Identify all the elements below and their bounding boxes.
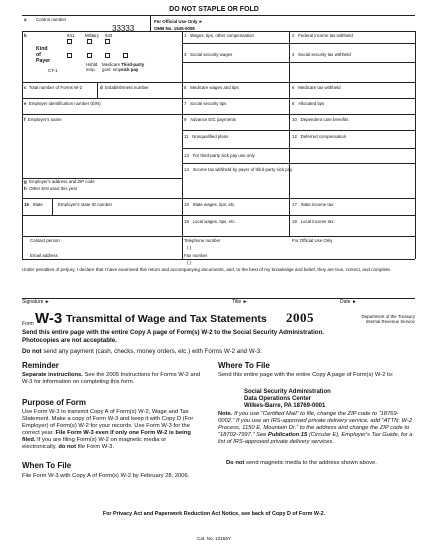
fax-parens: ( ) — [187, 260, 192, 265]
magnetic-media-note: Do not send magnetic media to the address shown above. — [226, 460, 377, 466]
e-field-label: e Employer identification number (EIN) — [24, 101, 101, 106]
box19-label: 19 Local income tax — [292, 219, 334, 224]
omb-number: OMB No. 1545-0008 — [154, 26, 195, 31]
box7-label: 7 Social security tips — [184, 101, 227, 106]
box13-label: 13 For third-party sick pay use only — [184, 153, 255, 158]
control-number-label: Control number — [36, 17, 67, 22]
b-label: b — [24, 33, 27, 38]
divider — [182, 163, 415, 164]
intro-line-2: Photocopies are not acceptable. — [22, 337, 117, 344]
tax-year: 2005 — [286, 310, 314, 325]
divider — [182, 130, 415, 131]
box12-label: 12 Deferred compensation — [292, 134, 347, 139]
divider — [22, 198, 415, 199]
divider — [289, 198, 290, 236]
purpose-text: Use Form W-3 to transmit Copy A of Form(s) W-2, Wage and Tax Statement. Make a copy of Form W-3 and keep it with Copy D (For Employer) of Form(s) W-2 for your records. Use Form W-3 for the correct year. File Form W-3 even if only one Form W-2 is being filed. If you are filing Form(s) W-2 on magnetic media or electronically, do not file Form W-3. — [22, 409, 194, 450]
form-title: Transmittal of Wage and Tax Statements — [66, 313, 267, 325]
where-to-file-text: Send this entire page with the entire Copy A page of Form(s) W-2 to: — [218, 372, 394, 378]
ssa-address: Social Security Administration Data Operations Center Wilkes-Barre, PA 18769-0001 — [244, 389, 331, 409]
divider — [52, 198, 53, 215]
divider — [22, 114, 415, 115]
divider — [22, 31, 415, 32]
where-to-file-heading: Where To File — [218, 361, 270, 370]
box4-label: 4 Social security tax withheld — [292, 52, 351, 57]
email-address-label: Email address — [30, 253, 58, 258]
box11-label: 11 Nonqualified plans — [184, 134, 229, 139]
h-field-label: h Other EIN used this year — [24, 186, 78, 191]
date-label: Date ► — [340, 299, 357, 305]
reminder-heading: Reminder — [22, 361, 59, 370]
col-military-label: Military — [85, 33, 99, 38]
intro-line-3: Do not send any payment (cash, checks, money orders, etc.) with Forms W-2 and W-3. — [22, 348, 262, 355]
divider — [22, 82, 415, 83]
divider — [22, 215, 415, 216]
c-field-label: c Total number of Forms W-2 — [24, 85, 83, 90]
divider — [182, 148, 415, 149]
telephone-parens: ( ) — [187, 245, 192, 250]
box14-label: 14 Income tax withheld by payer of third-party sick pay — [184, 167, 293, 172]
col-hshld-label: Hshld. emp. — [86, 62, 99, 72]
divider — [182, 62, 415, 63]
purpose-heading: Purpose of Form — [22, 398, 87, 407]
form-word: Form — [22, 321, 34, 327]
center-divider — [182, 31, 183, 259]
box3-label: 3 Social security wages — [184, 52, 233, 57]
left-border — [22, 31, 23, 259]
control-number-value[interactable]: 33333 — [112, 24, 135, 33]
col-medicare-label: Medicare govt. emp. — [102, 62, 123, 72]
top-border — [22, 15, 415, 16]
official-use-label-2: For Official Use Only — [292, 238, 333, 243]
intro-line-1: Send this entire page with the entire Copy A page of Form(s) W-2 to the Social Security Administration. — [22, 329, 325, 336]
box6-label: 6 Medicare tax withheld — [292, 85, 341, 90]
reminder-text: Separate instructions. See the 2005 Instructions for Forms W-2 and W-3 for information on completing this form. — [22, 372, 201, 385]
f-field-label: f Employer's name — [24, 117, 62, 122]
divider — [97, 82, 98, 98]
box9-label: 9 Advance EIC payments — [184, 117, 237, 122]
divider — [150, 15, 151, 31]
divider — [22, 259, 415, 260]
catalog-number: Cat. No. 10159Y — [197, 536, 231, 541]
box16-label: 16 State wages, tips, etc. — [184, 202, 236, 207]
department-label: Department of the Treasury Internal Revenue Service — [361, 314, 415, 325]
penalty-statement: Under penalties of perjury, I declare that I have examined this return and accompanying documents, and, to the best of my knowledge and belief, they are true, correct, and complete. — [22, 267, 392, 272]
checkbox-military[interactable] — [87, 39, 92, 44]
box8-label: 8 Allocated tips — [292, 101, 325, 106]
divider — [182, 43, 415, 44]
box1-label: 1 Wages, tips, other compensation — [184, 33, 254, 38]
col-third-party-label: Third-party sick pay — [121, 62, 145, 72]
official-use-label: For Official Use Only ► — [154, 19, 203, 24]
box10-label: 10 Dependent care benefits — [292, 117, 349, 122]
right-border — [415, 31, 416, 259]
divider — [22, 236, 415, 237]
kind-of-payer-label: Kind of Payer — [36, 46, 51, 64]
checkbox-third-party[interactable] — [123, 53, 128, 58]
do-not-staple-notice: DO NOT STAPLE OR FOLD — [169, 6, 259, 13]
col-ct1-label: CT-1 — [48, 68, 58, 73]
fax-label: Fax number — [184, 253, 208, 258]
when-to-file-text: File Form W-3 with Copy A of Form(s) W-2 by February 28, 2006. — [22, 473, 190, 479]
box17-label: 17 State income tax — [292, 202, 334, 207]
divider — [22, 98, 415, 99]
control-label: a — [24, 17, 27, 22]
checkbox-ct1[interactable] — [67, 53, 72, 58]
d-field-label: d Establishment number — [100, 85, 149, 90]
checkbox-943[interactable] — [105, 39, 110, 44]
signature-label: Signature ► — [22, 299, 50, 305]
box18-label: 18 Local wages, tips, etc. — [184, 219, 236, 224]
col-943-label: 943 — [105, 33, 113, 38]
contact-person-label: Contact person — [30, 238, 60, 243]
checkbox-hshld-emp[interactable] — [87, 53, 92, 58]
box15-label: 15 State — [24, 202, 43, 207]
privacy-notice: For Privacy Act and Paperwork Reduction Act Notice, see back of Copy D of Form W-2. — [102, 511, 326, 517]
title-label: Title ► — [232, 299, 248, 305]
telephone-label: Telephone number — [184, 238, 221, 243]
form-id: W-3 — [35, 310, 63, 327]
g-field-label: g Employer's address and ZIP code — [24, 179, 95, 184]
box2-label: 2 Federal income tax withheld — [292, 33, 353, 38]
box15-state-id-label: Employer's state ID number — [58, 202, 113, 207]
when-to-file-heading: When To File — [22, 461, 72, 470]
col-941-label: 941 — [67, 33, 75, 38]
checkbox-medicare-govt[interactable] — [105, 53, 110, 58]
checkbox-941[interactable] — [67, 39, 72, 44]
box5-label: 5 Medicare wages and tips — [184, 85, 239, 90]
where-note: Note. If you use “Certified Mail” to file, change the ZIP code to “18769-0002.” If you use an IRS-approved private delivery service, add “ATTN: W-2 Process, 1150 E. Mountain Dr.” to the address and change the ZIP code to “18702-7997.” See Publication 15 (Circular E), Employer's Tax Guide, for a list of IRS-approved private delivery services. — [218, 411, 413, 445]
